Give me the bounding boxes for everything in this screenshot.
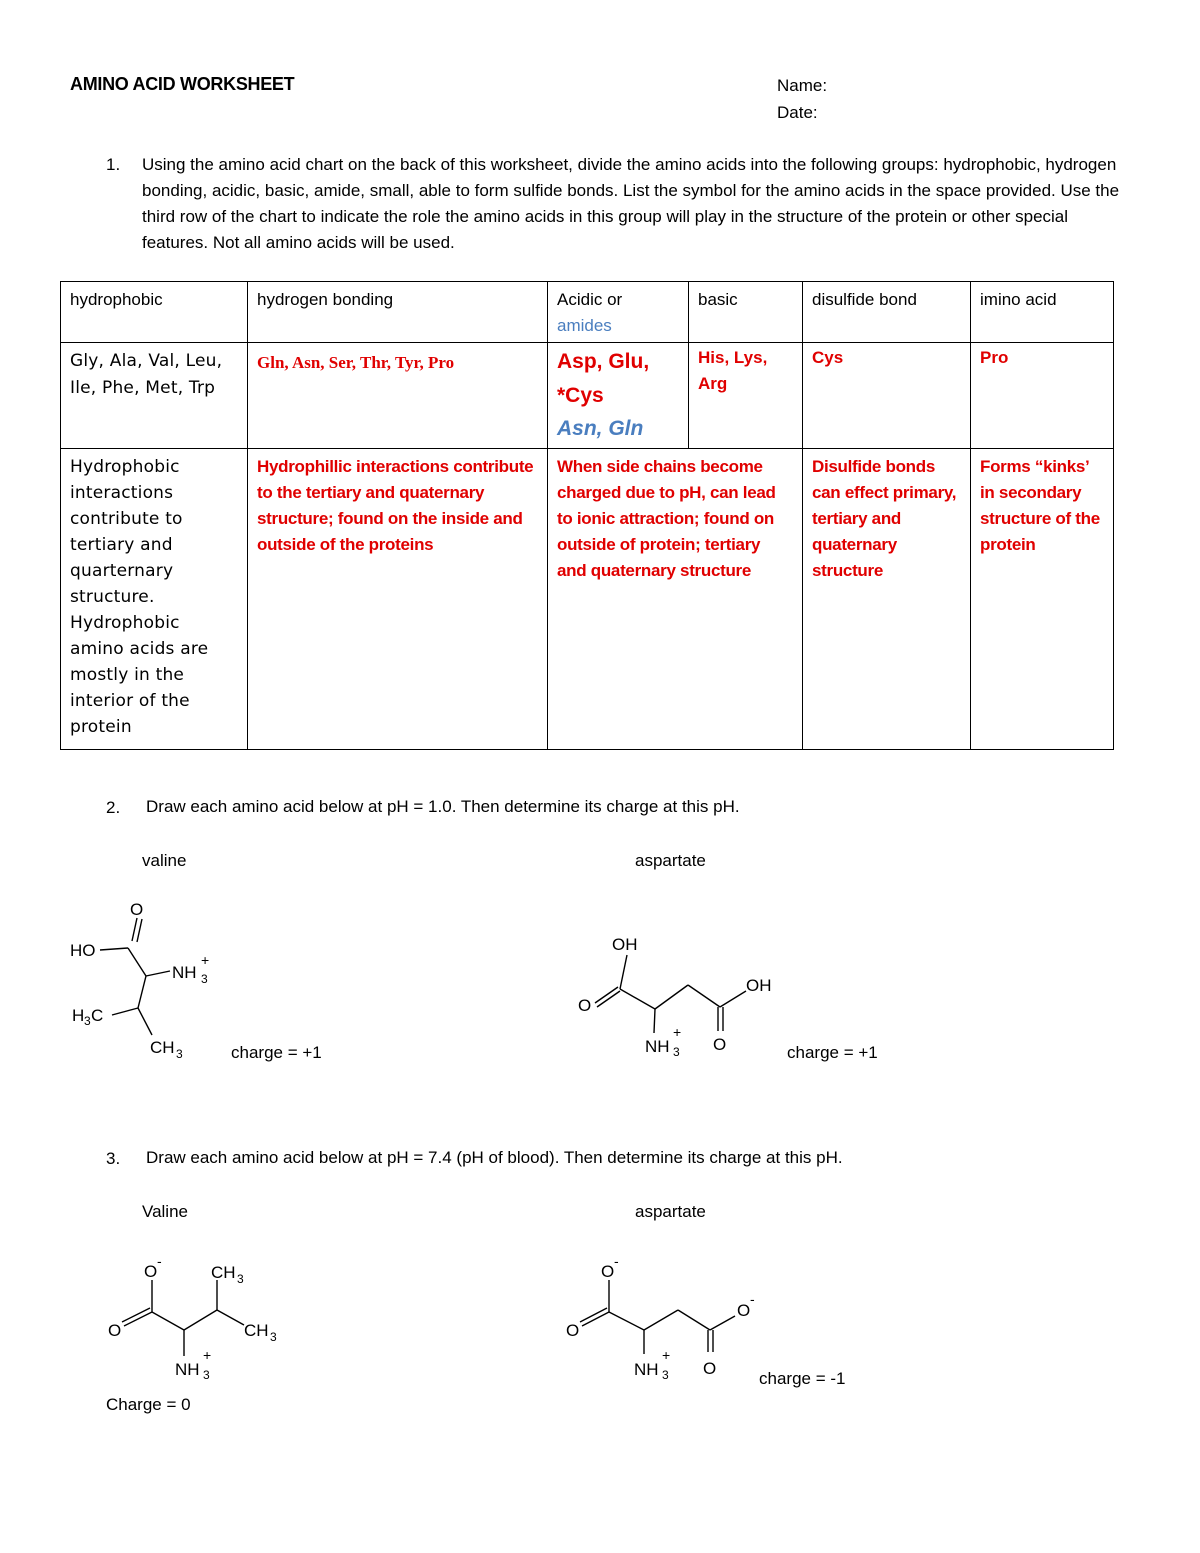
q2-valine-h3c-sub: 3 <box>84 1014 91 1028</box>
q2-valine-nh-sub: 3 <box>201 972 208 986</box>
role-hydrophobic: Hydrophobic interactions contribute to tertiary and quarternary structure. Hydrophobic amino acids are mostly in the interior of the protein <box>61 449 248 750</box>
q2-valine-h3c-h: H <box>72 1006 85 1025</box>
question-1-text: Using the amino acid chart on the back of this worksheet, divide the amino acids into the following groups: hydrophobic, hydrogen bonding, acidic, basic, amide, small, able to form sulfide bonds. List the symbol for the amino acids in the space provided. Use the third row of the chart to indicate the role the amino acids in this group will play in the structure of the protein or other special features. Not all amino acids will be used. <box>142 155 1120 252</box>
header-basic: basic <box>689 282 803 343</box>
header-acidic-text: Acidic or <box>557 290 623 309</box>
q2-asp-plus: + <box>673 1024 682 1040</box>
q3-valine-carbonyl-o: O <box>108 1321 122 1340</box>
members-acidic-line2: *Cys <box>557 384 604 407</box>
header-acidic-or-amides <box>548 282 689 343</box>
members-hydrogen-bonding: Gln, Asn, Ser, Thr, Tyr, Pro <box>248 343 548 449</box>
role-acidic: When side chains become charged due to pH, can lead to ionic attraction; found on outside of protein; tertiary and quaternary structure <box>548 449 803 750</box>
q2-valine-plus: + <box>201 952 210 968</box>
question-1-number: 1. <box>106 155 121 174</box>
q3-valine-charge: Charge = 0 <box>106 1395 191 1414</box>
members-imino: Pro <box>971 343 1114 449</box>
header-imino-acid: imino acid <box>971 282 1114 343</box>
question-3-text: Draw each amino acid below at pH = 7.4 (pH of blood). Then determine its charge at this pH. <box>146 1148 843 1167</box>
q3-valine-ch-right-sub: 3 <box>270 1330 277 1344</box>
q2-asp-oh-top: OH <box>612 935 638 954</box>
amino-acid-groups-table <box>60 281 1114 750</box>
q2-aspartate-label: aspartate <box>635 851 706 870</box>
q2-asp-carbonyl-o-left: O <box>578 996 592 1015</box>
table-members-row <box>61 343 1114 449</box>
members-disulfide: Cys <box>803 343 971 449</box>
q3-asp-carbonyl-o-right: O <box>703 1359 717 1378</box>
members-acidic-line1: Asp, Glu, <box>557 350 650 373</box>
q3-valine-ch-top: CH <box>211 1263 236 1282</box>
q2-aspartate-charge: charge = +1 <box>787 1043 878 1062</box>
q3-valine-structure <box>100 1250 300 1390</box>
members-amides: Asn, Gln <box>557 417 644 440</box>
question-2-text: Draw each amino acid below at pH = 1.0. Then determine its charge at this pH. <box>146 797 740 816</box>
q3-asp-nh-sub: 3 <box>662 1368 669 1382</box>
q2-valine-h3c-c: C <box>91 1006 104 1025</box>
header-hydrogen-bonding: hydrogen bonding <box>248 282 548 343</box>
header-amides-text: amides <box>557 316 612 335</box>
header-disulfide-bond: disulfide bond <box>803 282 971 343</box>
q2-valine-nh: NH <box>172 963 197 982</box>
q2-valine-ho: HO <box>70 941 96 960</box>
q3-aspartate-structure <box>560 1250 780 1390</box>
q2-valine-ch-sub: 3 <box>176 1047 183 1061</box>
q3-valine-o-top: O <box>144 1262 158 1281</box>
q2-aspartate-structure <box>570 925 790 1065</box>
q3-asp-carbonyl-o-left: O <box>566 1321 580 1340</box>
q3-valine-minus: - <box>157 1253 162 1269</box>
q3-valine-ch-right: CH <box>244 1321 269 1340</box>
members-acidic <box>548 343 689 449</box>
name-label: Name: <box>777 76 828 95</box>
role-imino: Forms “kinks’ in secondary structure of the protein <box>971 449 1114 750</box>
q2-valine-structure <box>60 890 230 1070</box>
table-header-row <box>61 282 1114 343</box>
q2-valine-carbonyl-o: O <box>130 900 144 919</box>
q3-aspartate-charge: charge = -1 <box>759 1369 846 1388</box>
q3-asp-o-right: O <box>737 1301 751 1320</box>
q3-asp-o-top: O <box>601 1262 615 1281</box>
table-roles-row <box>61 449 1114 750</box>
q3-asp-nh: NH <box>634 1360 659 1379</box>
q3-asp-plus: + <box>662 1347 671 1363</box>
q2-asp-nh: NH <box>645 1037 670 1056</box>
q2-valine-label: valine <box>142 851 187 870</box>
q2-valine-charge: charge = +1 <box>231 1043 322 1062</box>
q3-valine-nh-sub: 3 <box>203 1368 210 1382</box>
worksheet-title: AMINO ACID WORKSHEET <box>70 74 295 94</box>
q2-asp-nh-sub: 3 <box>673 1045 680 1059</box>
header-hydrophobic: hydrophobic <box>61 282 248 343</box>
role-disulfide: Disulfide bonds can effect primary, tertiary and quaternary structure <box>803 449 971 750</box>
members-hydrophobic: Gly, Ala, Val, Leu, Ile, Phe, Met, Trp <box>61 343 248 449</box>
q2-asp-carbonyl-o-right: O <box>713 1035 727 1054</box>
members-basic: His, Lys, Arg <box>689 343 803 449</box>
q3-valine-ch-top-sub: 3 <box>237 1272 244 1286</box>
q3-asp-minus-right: - <box>750 1291 755 1307</box>
question-2-number: 2. <box>106 798 121 817</box>
date-label: Date: <box>777 103 818 122</box>
q3-valine-plus: + <box>203 1347 212 1363</box>
q3-asp-minus-top: - <box>614 1253 619 1269</box>
role-hydrogen-bonding: Hydrophillic interactions contribute to the tertiary and quaternary structure; found on the inside and outside of the proteins <box>248 449 548 750</box>
q2-asp-oh-right: OH <box>746 976 772 995</box>
q3-aspartate-label: aspartate <box>635 1202 706 1221</box>
question-3-number: 3. <box>106 1149 121 1168</box>
q2-valine-ch: CH <box>150 1038 175 1057</box>
q3-valine-label: Valine <box>142 1202 188 1221</box>
q3-valine-nh: NH <box>175 1360 200 1379</box>
